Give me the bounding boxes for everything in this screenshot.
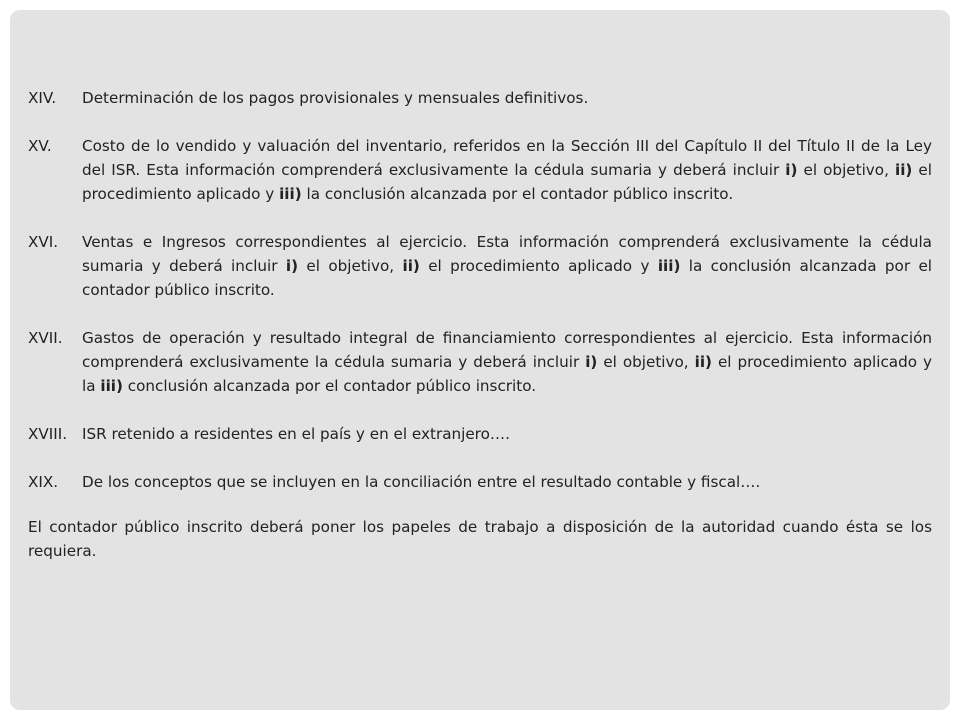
list-item-xiv [28,86,932,110]
item-number: XIV. [28,89,57,107]
text-segment: el objetivo, [298,257,403,275]
text-segment: Costo de lo vendido y valuación del inventario, referidos en la Sección III del Capítulo II del Título II de la Ley del ISR. Esta información comprenderá exclusivamente la cédula sumaria y deberá incluir [82,137,932,179]
text-segment: el procedimiento aplicado y la [82,353,933,395]
item-text: Determinación de los pagos provisionales y mensuales definitivos. [82,89,589,107]
text-segment: Gastos de operación y resultado integral de financiamiento correspondientes al ejercicio. Esta información comprenderá exclusivamente la cédula sumaria y deberá incluir [82,329,932,371]
item-text [82,230,932,302]
marker-ii: ii) [894,161,913,179]
list-item-xix [28,470,932,494]
marker-iii: iii) [279,185,302,203]
marker-i: i) [585,353,598,371]
marker-i: i) [785,161,798,179]
list-item-xviii [28,422,932,446]
slide-background [10,10,950,710]
text-segment: el procedimiento aplicado y [82,161,932,203]
list-item-xvi [28,230,932,302]
text-segment: la conclusión alcanzada por el contador público inscrito. [82,257,933,299]
text-segment: el objetivo, [797,161,895,179]
closing-paragraph: El contador público inscrito deberá poner los papeles de trabajo a disposición de la autoridad cuando ésta se los requiera. [28,518,932,560]
text-segment: el procedimiento aplicado y [419,257,658,275]
item-number: XIX. [28,473,59,491]
item-text [82,326,932,398]
list-item-xv [28,134,932,206]
item-text: ISR retenido a residentes en el país y en el extranjero…. [82,425,510,443]
item-text: De los conceptos que se incluyen en la conciliación entre el resultado contable y fiscal…. [82,473,761,491]
list-item-xvii [28,326,932,398]
marker-i: i) [285,257,299,275]
item-text [82,134,932,206]
marker-iii: iii) [657,257,681,275]
marker-ii: ii) [694,353,712,371]
document-body [28,86,932,563]
text-segment: conclusión alcanzada por el contador público inscrito. [122,377,537,395]
text-segment: la conclusión alcanzada por el contador público inscrito. [301,185,734,203]
item-number: XVII. [28,329,63,347]
text-segment: Ventas e Ingresos correspondientes al ejercicio. Esta información comprenderá exclusivamente la cédula sumaria y deberá incluir [82,233,932,275]
item-number: XVIII. [28,425,68,443]
marker-ii: ii) [402,257,420,275]
item-number: XV. [28,137,52,155]
item-number: XVI. [28,233,59,251]
marker-iii: iii) [100,377,123,395]
text-segment: el objetivo, [597,353,695,371]
